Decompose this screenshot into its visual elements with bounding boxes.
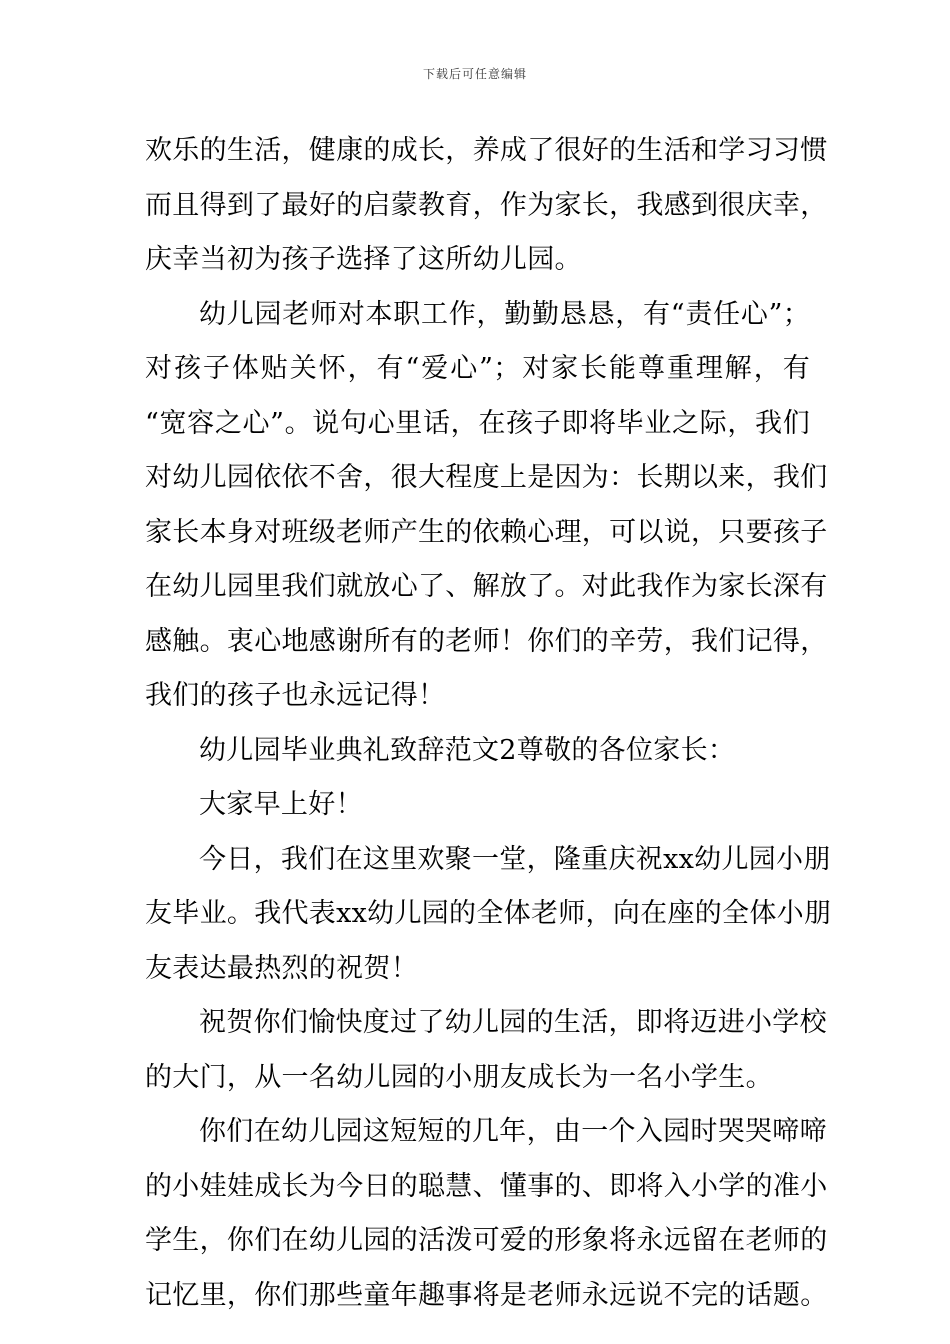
text-line: 的小娃娃成长为今日的聪慧、懂事的、即将入小学的准小	[145, 1170, 828, 1202]
text-line: 学生，你们在幼儿园的活泼可爱的形象将永远留在老师的	[145, 1225, 828, 1256]
text-line: 欢乐的生活，健康的成长，养成了很好的生活和学习习惯	[145, 135, 828, 166]
text-line: 幼儿园老师对本职工作，勤勤恳恳，有“责任心”；	[199, 298, 810, 330]
text-line: 友毕业。我代表xx幼儿园的全体老师，向在座的全体小朋	[145, 898, 832, 929]
text-line: 幼儿园毕业典礼致辞范文2尊敬的各位家长：	[199, 734, 736, 766]
text-line: 的大门，从一名幼儿园的小朋友成长为一名小学生。	[145, 1061, 773, 1093]
text-line: 庆幸当初为孩子选择了这所幼儿园。	[145, 244, 582, 275]
text-line: 你们在幼儿园这短短的几年，由一个入园时哭哭啼啼	[199, 1116, 827, 1147]
text-line: 在幼儿园里我们就放心了、解放了。对此我作为家长深有	[145, 571, 828, 602]
document-body	[145, 124, 832, 1323]
text-line: 记忆里，你们那些童年趣事将是老师永远说不完的话题。	[145, 1279, 828, 1311]
text-line: “宽容之心”。说句心里话，在孩子即将毕业之际，我们	[145, 407, 810, 439]
text-line: 我们的孩子也永远记得！	[145, 680, 446, 711]
text-line: 对孩子体贴关怀，有“爱心”；对家长能尊重理解，有	[145, 353, 810, 384]
text-line: 大家早上好！	[199, 789, 363, 820]
text-line: 感触。衷心地感谢所有的老师！你们的辛劳，我们记得，	[145, 625, 828, 657]
text-line: 而且得到了最好的启蒙教育，作为家长，我感到很庆幸，	[145, 189, 828, 221]
text-line: 今日，我们在这里欢聚一堂，隆重庆祝xx幼儿园小朋	[199, 843, 831, 875]
text-line: 对幼儿园依依不舍，很大程度上是因为：长期以来，我们	[145, 462, 828, 493]
text-line: 友表达最热烈的祝贺！	[145, 952, 418, 984]
text-line: 家长本身对班级老师产生的依赖心理，可以说，只要孩子	[145, 516, 828, 548]
text-line: 祝贺你们愉快度过了幼儿园的生活，即将迈进小学校	[199, 1007, 827, 1038]
page-header: 下载后可任意编辑	[422, 67, 527, 81]
